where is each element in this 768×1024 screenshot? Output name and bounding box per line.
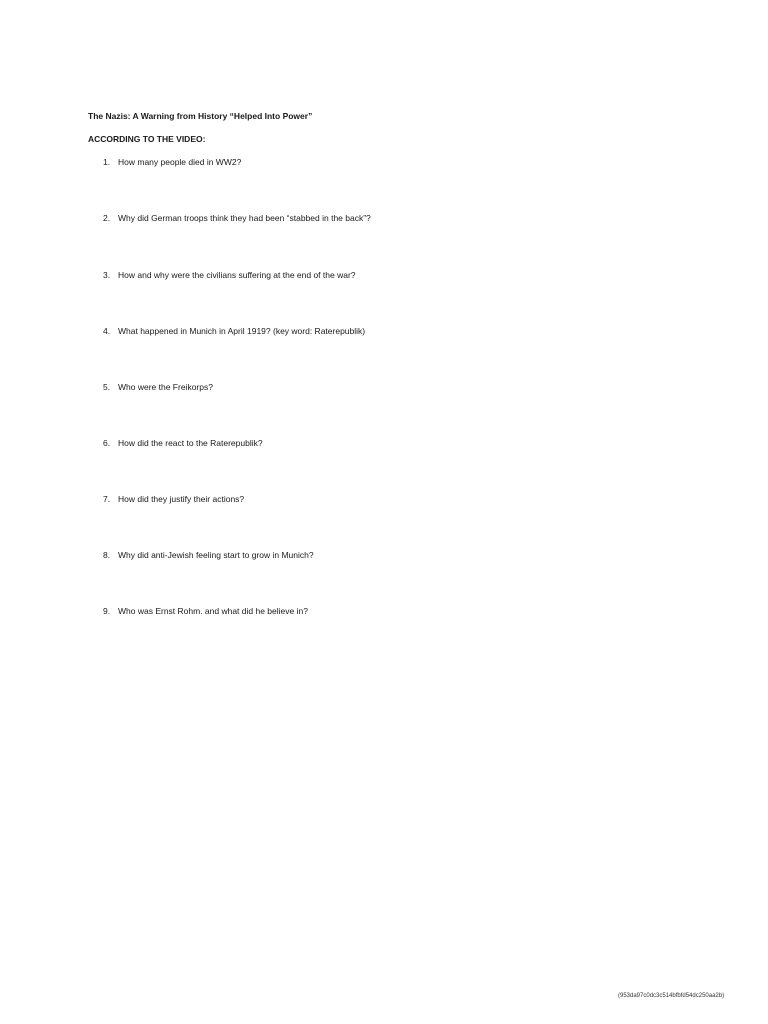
document-id-code: (953da97c0dc3c514bfbfd54dc250aa2b) (618, 993, 725, 999)
question-text: Why did anti-Jewish feeling start to grow in Munich? (118, 550, 314, 560)
question-number: 2. (103, 213, 111, 223)
question-number: 9. (103, 606, 111, 616)
question-text: How and why were the civilians suffering at the end of the war? (118, 270, 356, 280)
question-item (103, 438, 263, 448)
question-text: What happened in Munich in April 1919? (key word: Raterepublik) (118, 326, 366, 336)
question-text: Who was Ernst Rohm. and what did he believe in? (118, 606, 308, 616)
question-number: 1. (103, 157, 111, 167)
question-number: 8. (103, 550, 111, 560)
question-item (103, 326, 365, 336)
question-item (103, 157, 241, 167)
question-number: 7. (103, 494, 111, 504)
question-item (103, 270, 356, 280)
question-text: Who were the Freikorps? (118, 382, 213, 392)
question-number: 5. (103, 382, 111, 392)
document-title: The Nazis: A Warning from History “Helped Into Power” (88, 111, 313, 121)
question-item (103, 550, 314, 560)
question-text: How did they justify their actions? (118, 494, 245, 504)
question-item (103, 494, 244, 504)
question-item (103, 382, 213, 392)
question-text: How did the react to the Raterepublik? (118, 438, 263, 448)
question-item (103, 606, 308, 616)
section-heading: ACCORDING TO THE VIDEO: (88, 134, 206, 144)
question-number: 3. (103, 270, 111, 280)
question-text: Why did German troops think they had been “stabbed in the back”? (118, 213, 371, 223)
question-text: How many people died in WW2? (118, 157, 242, 167)
question-item (103, 213, 371, 223)
question-number: 6. (103, 438, 111, 448)
question-number: 4. (103, 326, 111, 336)
